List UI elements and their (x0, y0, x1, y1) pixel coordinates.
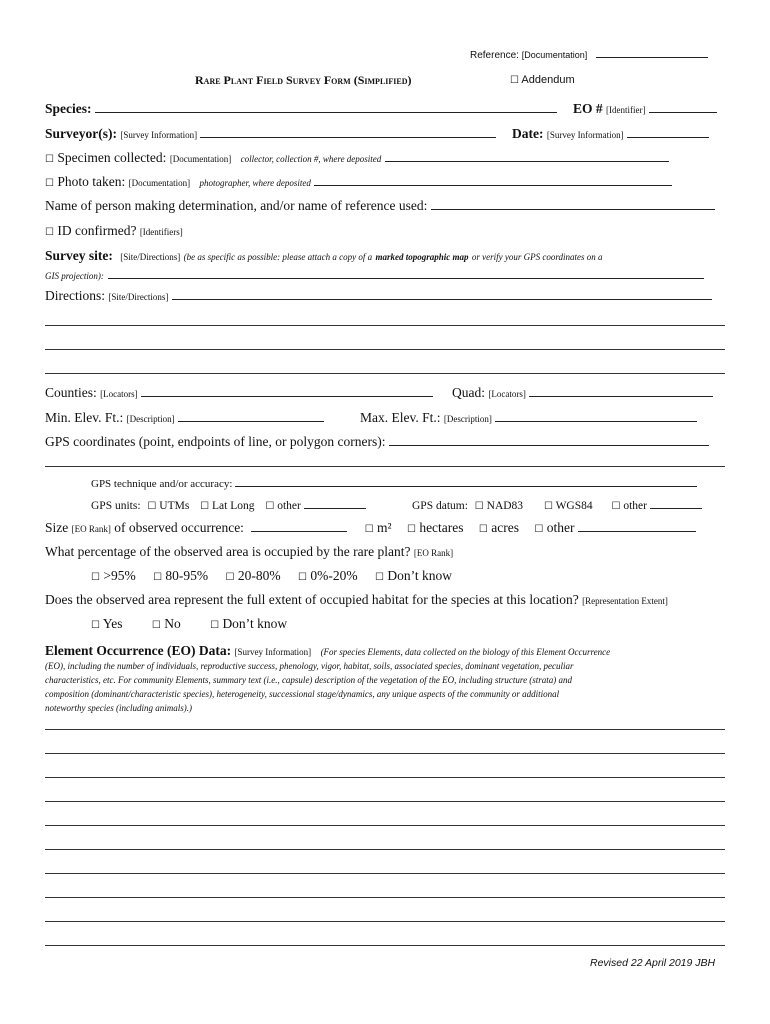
surveyor-input[interactable] (200, 126, 496, 138)
specimen-row (45, 150, 669, 166)
acres-checkbox-icon[interactable]: ☐ (478, 524, 488, 535)
pct-gt95-label: >95% (103, 568, 136, 583)
survey-site-tag: [Site/Directions] (120, 252, 181, 262)
survey-site-label: Survey site: (45, 248, 113, 263)
directions-line-3[interactable] (45, 349, 725, 350)
specimen-input[interactable] (385, 150, 669, 162)
survey-site-input[interactable] (108, 267, 704, 279)
survey-site-hint-bold: marked topographic map (375, 252, 469, 262)
id-confirmed-row (45, 223, 183, 239)
utm-checkbox-icon[interactable]: ☐ (147, 501, 157, 512)
eo-row (573, 101, 717, 117)
counties-label: Counties: (45, 385, 97, 400)
date-label: Date: (512, 126, 544, 141)
pct-80-95-checkbox-icon[interactable]: ☐ (153, 572, 163, 583)
extent-no-label: No (164, 616, 181, 631)
directions-input[interactable] (172, 288, 712, 300)
survey-site-hint-b: or verify your GPS coordinates on a (471, 252, 603, 262)
min-elev-input[interactable] (178, 410, 324, 422)
gps-units-label: GPS units: (91, 500, 141, 512)
quad-row (452, 385, 713, 401)
directions-tag: [Site/Directions] (108, 292, 169, 302)
eo-line[interactable] (45, 801, 725, 802)
size-input[interactable] (251, 520, 347, 532)
directions-line-4[interactable] (45, 373, 725, 374)
pct-20-80-checkbox-icon[interactable]: ☐ (225, 572, 235, 583)
photo-label: Photo taken: (57, 174, 126, 189)
counties-row (45, 385, 433, 401)
gps-datum-row (412, 497, 702, 512)
gps-coords-input[interactable] (389, 434, 709, 446)
photo-input[interactable] (314, 174, 672, 186)
size-label-b: of observed occurrence: (114, 520, 244, 535)
extent-dontknow-checkbox-icon[interactable]: ☐ (210, 620, 220, 631)
counties-tag: [Locators] (100, 389, 138, 399)
survey-site-row (45, 248, 603, 264)
extent-yes-checkbox-icon[interactable]: ☐ (91, 620, 100, 631)
species-row (45, 101, 557, 117)
addendum-checkbox-icon[interactable]: ☐ (510, 75, 519, 86)
eo-line[interactable] (45, 825, 725, 826)
specimen-tag: [Documentation] (169, 154, 232, 164)
specimen-checkbox-icon[interactable]: ☐ (45, 154, 54, 165)
photo-checkbox-icon[interactable]: ☐ (45, 178, 54, 189)
determination-row (45, 198, 715, 214)
reference-field (470, 46, 708, 61)
counties-input[interactable] (141, 385, 433, 397)
gps-coords-line-2[interactable] (45, 466, 725, 467)
extent-question-row (45, 592, 668, 608)
eo-data-label: Element Occurrence (EO) Data: (45, 643, 232, 658)
latlong-checkbox-icon[interactable]: ☐ (200, 501, 210, 512)
specimen-label: Specimen collected: (57, 150, 167, 165)
reference-tag: [Documentation] (521, 50, 588, 60)
surveyor-label: Surveyor(s): (45, 126, 117, 141)
pct-80-95-label: 80-95% (165, 568, 209, 583)
date-input[interactable] (627, 126, 709, 138)
extent-yes-label: Yes (102, 616, 123, 631)
species-input[interactable] (95, 101, 557, 113)
gps-technique-label: GPS technique and/or accuracy: (91, 478, 233, 490)
addendum-label: Addendum (521, 74, 575, 86)
reference-label: Reference: (470, 50, 519, 61)
gps-coords-row (45, 434, 709, 450)
units-other-label: other (277, 500, 301, 512)
eo-line[interactable] (45, 753, 725, 754)
extent-no-checkbox-icon[interactable]: ☐ (151, 620, 161, 631)
wgs-label: WGS84 (555, 500, 593, 512)
revised-footer: Revised 22 April 2019 JBH (590, 957, 716, 969)
hectares-label: hectares (419, 520, 464, 535)
eo-label: EO # (573, 101, 603, 116)
id-confirmed-checkbox-icon[interactable]: ☐ (45, 227, 54, 238)
size-row (45, 520, 696, 536)
eo-line[interactable] (45, 873, 725, 874)
gps-units-row (91, 497, 366, 512)
determination-label: Name of person making determination, and/or name of reference used: (45, 198, 428, 213)
max-elev-tag: [Description] (443, 414, 492, 424)
date-tag: [Survey Information] (546, 130, 624, 140)
eo-line[interactable] (45, 729, 725, 730)
gps-technique-row (91, 475, 697, 490)
date-row (512, 126, 709, 142)
eo-data-row (45, 643, 610, 659)
acres-label: acres (491, 520, 519, 535)
eo-data-text-1: (For species Elements, data collected on the biology of this Element Occurrence (320, 647, 611, 657)
eo-data-text-4: composition (dominant/characteristic species), heterogeneity, successional stage/dynamics, any unique aspects of the community or additional (45, 689, 560, 699)
pct-dontknow-label: Don’t know (387, 568, 452, 583)
directions-line-2[interactable] (45, 325, 725, 326)
surveyor-tag: [Survey Information] (120, 130, 198, 140)
nad-checkbox-icon[interactable]: ☐ (474, 501, 484, 512)
survey-site-hint-a: (be as specific as possible: please attach a copy of a (183, 252, 373, 262)
percentage-question: What percentage of the observed area is occupied by the rare plant? (45, 544, 411, 559)
eo-data-text-3: characteristics, etc. For community Elements, summary text (i.e., capsule) description of the vegetation of the EO, including structure (strata) and (45, 675, 573, 685)
photo-hint: photographer, where deposited (199, 178, 311, 188)
pct-gt95-checkbox-icon[interactable]: ☐ (91, 572, 100, 583)
size-label: Size (45, 520, 69, 535)
eo-data-tag: [Survey Information] (234, 647, 312, 657)
size-other-checkbox-icon[interactable]: ☐ (534, 524, 544, 535)
wgs-checkbox-icon[interactable]: ☐ (543, 501, 553, 512)
hectares-checkbox-icon[interactable]: ☐ (406, 524, 416, 535)
eo-tag: [Identifier] (606, 105, 646, 115)
min-elev-label: Min. Elev. Ft.: (45, 410, 124, 425)
max-elev-row (360, 410, 697, 426)
eo-data-text-2: (EO), including the number of individuals, reproductive success, phenology, vigor, habitat, soils, associated species, dominant vegetation, peculiar (45, 661, 574, 671)
extent-dontknow-label: Don’t know (222, 616, 288, 631)
eo-input[interactable] (649, 101, 717, 113)
eo-data-text-5: noteworthy species (including animals).) (45, 703, 192, 713)
photo-row (45, 174, 672, 190)
size-other-label: other (546, 520, 575, 535)
eo-line[interactable] (45, 849, 725, 850)
pct-dontknow-checkbox-icon[interactable]: ☐ (374, 572, 384, 583)
eo-line[interactable] (45, 945, 725, 946)
datum-other-checkbox-icon[interactable]: ☐ (611, 501, 621, 512)
datum-other-input[interactable] (650, 497, 702, 509)
gps-datum-label: GPS datum: (412, 500, 468, 512)
species-label: Species: (45, 101, 92, 116)
gps-coords-label: GPS coordinates (point, endpoints of line, or polygon corners): (45, 434, 386, 449)
form-title: Rare Plant Field Survey Form (Simplified) (195, 73, 412, 87)
extent-tag: [Representation Extent] (582, 596, 668, 606)
directions-label: Directions: (45, 288, 105, 303)
min-elev-row (45, 410, 324, 426)
size-other-input[interactable] (578, 520, 696, 532)
extent-options (91, 616, 287, 632)
eo-line[interactable] (45, 777, 725, 778)
addendum-option[interactable] (510, 74, 575, 86)
units-other-checkbox-icon[interactable]: ☐ (265, 501, 275, 512)
size-tag: [EO Rank] (71, 524, 111, 534)
id-confirmed-label: ID confirmed? (57, 223, 137, 238)
percentage-question-row (45, 544, 453, 560)
survey-site-hint-c: GIS projection): (45, 271, 104, 281)
min-elev-tag: [Description] (126, 414, 175, 424)
quad-input[interactable] (529, 385, 713, 397)
m2-label: m² (377, 520, 392, 535)
surveyor-row (45, 126, 496, 142)
specimen-hint: collector, collection #, where deposited (240, 154, 382, 164)
quad-label: Quad: (452, 385, 485, 400)
pct-0-20-checkbox-icon[interactable]: ☐ (298, 572, 307, 583)
utm-label: UTMs (159, 500, 190, 512)
photo-tag: [Documentation] (128, 178, 191, 188)
nad-label: NAD83 (486, 500, 524, 512)
pct-20-80-label: 20-80% (237, 568, 281, 583)
latlong-label: Lat Long (212, 500, 255, 512)
extent-question: Does the observed area represent the full extent of occupied habitat for the species at this location? (45, 592, 579, 607)
survey-site-row-2 (45, 266, 704, 284)
percentage-tag: [EO Rank] (413, 548, 454, 558)
max-elev-input[interactable] (495, 410, 697, 422)
quad-tag: [Locators] (488, 389, 526, 399)
eo-line[interactable] (45, 897, 725, 898)
m2-checkbox-icon[interactable]: ☐ (364, 524, 374, 535)
units-other-input[interactable] (304, 497, 366, 509)
eo-line[interactable] (45, 921, 725, 922)
gps-technique-input[interactable] (235, 475, 697, 487)
pct-0-20-label: 0%-20% (310, 568, 358, 583)
max-elev-label: Max. Elev. Ft.: (360, 410, 441, 425)
datum-other-label: other (623, 500, 647, 512)
determination-input[interactable] (431, 198, 715, 210)
percentage-options (91, 568, 452, 584)
reference-input[interactable] (596, 46, 708, 58)
id-confirmed-tag: [Identifiers] (139, 227, 183, 237)
directions-row (45, 288, 712, 304)
